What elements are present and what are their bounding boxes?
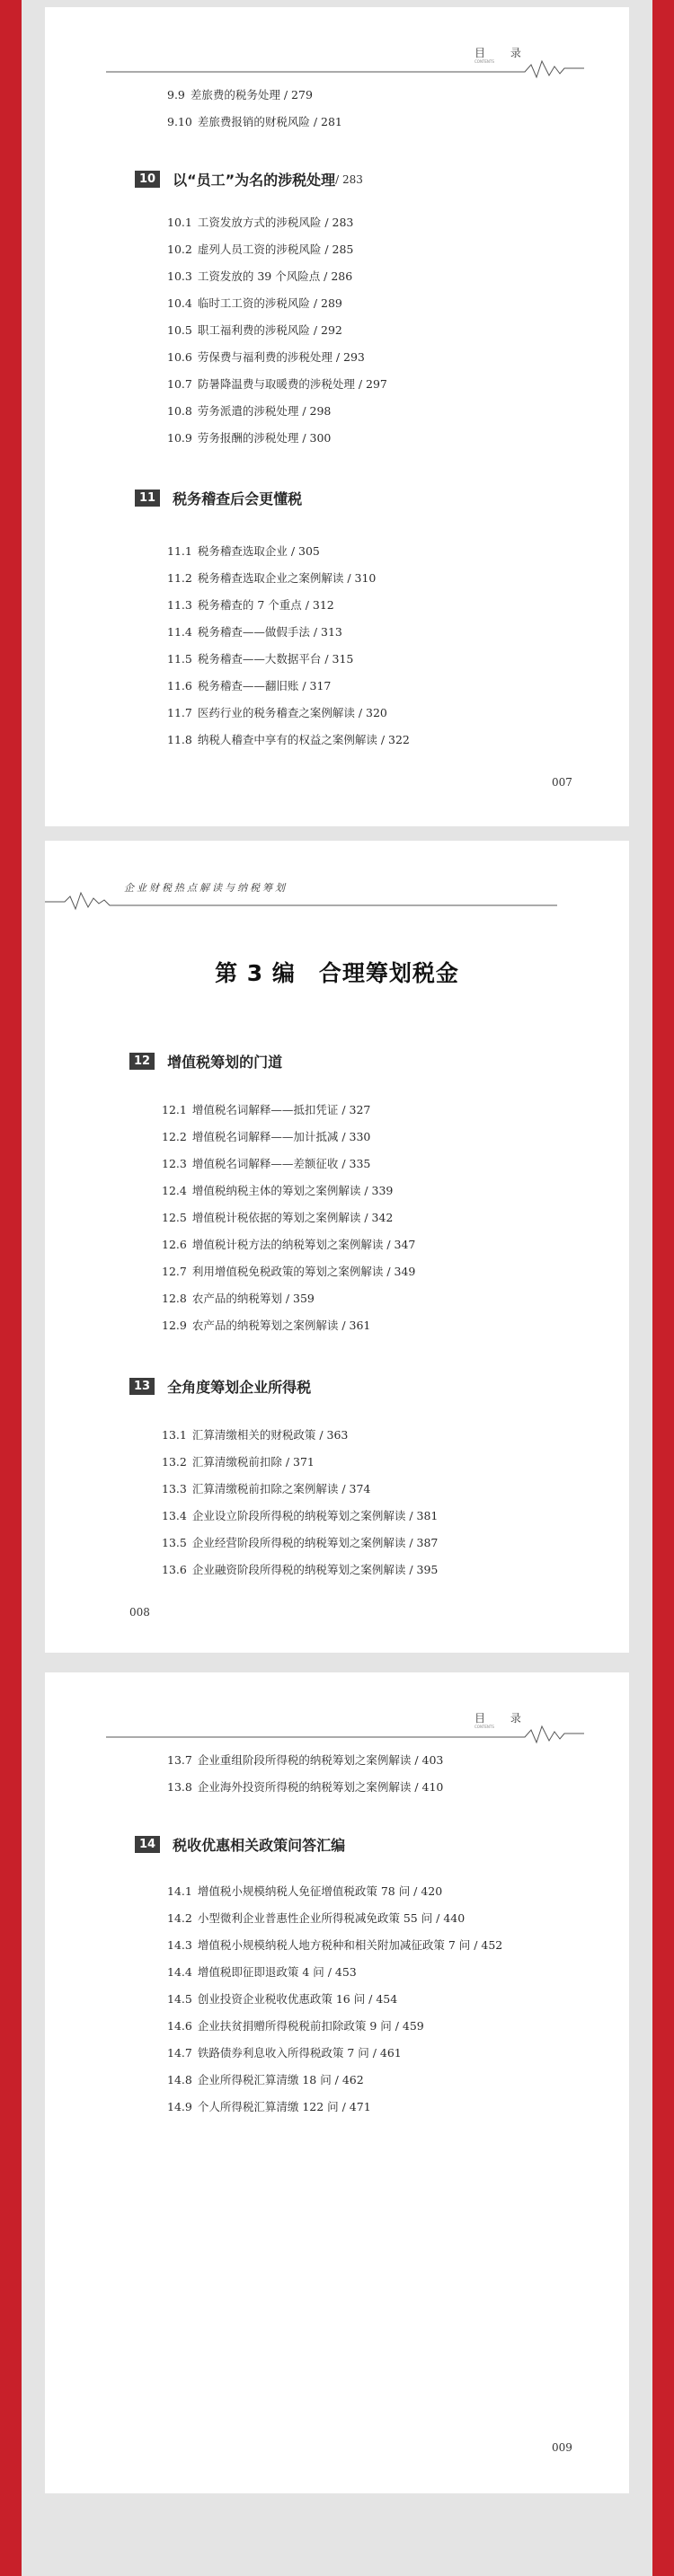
- toc-item[interactable]: 12.8 农产品的纳税筹划 / 359: [162, 1292, 315, 1305]
- toc-item[interactable]: 14.2 小型微利企业普惠性企业所得税减免政策 55 问 / 440: [167, 1911, 466, 1925]
- page-number: 009: [552, 2441, 572, 2454]
- header-label: 目 录: [474, 47, 532, 59]
- toc-item[interactable]: 10.4 临时工工资的涉税风险 / 289: [167, 296, 342, 310]
- toc-item[interactable]: 10.3 工资发放的 39 个风险点 / 286: [167, 269, 353, 283]
- book-page-007: [45, 7, 629, 826]
- toc-item[interactable]: 9.9 差旅费的税务处理 / 279: [167, 88, 313, 101]
- page-number: 007: [552, 776, 572, 789]
- toc-item[interactable]: 11.8 纳税人稽查中享有的权益之案例解读 / 322: [167, 733, 410, 746]
- toc-item[interactable]: 12.3 增值税名词解释——差额征收 / 335: [162, 1157, 371, 1170]
- toc-item[interactable]: 11.6 税务稽查——翻旧账 / 317: [167, 679, 332, 693]
- toc-item[interactable]: 14.6 企业扶贫捐赠所得税税前扣除政策 9 问 / 459: [167, 2019, 424, 2033]
- toc-item[interactable]: 10.7 防暑降温费与取暖费的涉税处理 / 297: [167, 377, 387, 391]
- toc-item[interactable]: 11.4 税务稽查——做假手法 / 313: [167, 625, 342, 639]
- toc-item[interactable]: 11.1 税务稽查选取企业 / 305: [167, 544, 320, 558]
- toc-item[interactable]: 14.4 增值税即征即退政策 4 问 / 453: [167, 1965, 357, 1979]
- part-title: 第 3 编 合理筹划税金: [215, 960, 459, 986]
- book-page-008: [45, 841, 629, 1653]
- toc-item[interactable]: 14.8 企业所得税汇算清缴 18 问 / 462: [167, 2073, 364, 2086]
- toc-item[interactable]: 14.9 个人所得税汇算清缴 122 问 / 471: [167, 2100, 371, 2113]
- toc-item[interactable]: 14.5 创业投资企业税收优惠政策 16 问 / 454: [167, 1992, 398, 2006]
- chapter-heading-13[interactable]: 13 全角度筹划企业所得税: [129, 1376, 311, 1397]
- toc-item[interactable]: 11.7 医药行业的税务稽查之案例解读 / 320: [167, 706, 387, 719]
- toc-item[interactable]: 9.10 差旅费报销的财税风险 / 281: [167, 115, 342, 128]
- chapter-heading-14[interactable]: 14 税收优惠相关政策问答汇编: [135, 1834, 345, 1855]
- toc-item[interactable]: 13.6 企业融资阶段所得税的纳税筹划之案例解读 / 395: [162, 1563, 439, 1576]
- chapter-heading-11[interactable]: 11 税务稽查后会更懂税: [135, 488, 302, 508]
- toc-item[interactable]: 10.9 劳务报酬的涉税处理 / 300: [167, 431, 332, 445]
- toc-item[interactable]: 12.4 增值税纳税主体的筹划之案例解读 / 339: [162, 1184, 394, 1197]
- toc-item[interactable]: 10.1 工资发放方式的涉税风险 / 283: [167, 216, 354, 229]
- header-label: 目 录: [474, 1712, 532, 1725]
- toc-item[interactable]: 11.5 税务稽查——大数据平台 / 315: [167, 652, 354, 666]
- toc-item[interactable]: 10.6 劳保费与福利费的涉税处理 / 293: [167, 350, 365, 364]
- book-page-009: [45, 1672, 629, 2493]
- toc-item[interactable]: 13.2 汇算清缴税前扣除 / 371: [162, 1455, 315, 1469]
- header-book-title: 企业财税热点解读与纳税筹划: [124, 882, 288, 894]
- toc-item[interactable]: 12.7 利用增值税免税政策的筹划之案例解读 / 349: [162, 1265, 416, 1278]
- toc-item[interactable]: 13.5 企业经营阶段所得税的纳税筹划之案例解读 / 387: [162, 1536, 439, 1549]
- toc-item[interactable]: 13.3 汇算清缴税前扣除之案例解读 / 374: [162, 1482, 371, 1495]
- toc-item[interactable]: 10.8 劳务派遣的涉税处理 / 298: [167, 404, 332, 418]
- page-number: 008: [129, 1606, 150, 1619]
- toc-item[interactable]: 14.1 增值税小规模纳税人免征增值税政策 78 问 / 420: [167, 1884, 443, 1898]
- header-line-decoration: [45, 1708, 629, 1744]
- toc-item[interactable]: 10.5 职工福利费的涉税风险 / 292: [167, 323, 342, 337]
- chapter-heading-12[interactable]: 12 增值税筹划的门道: [129, 1051, 282, 1072]
- toc-item[interactable]: 10.2 虚列人员工资的涉税风险 / 285: [167, 243, 354, 256]
- toc-item[interactable]: 13.7 企业重组阶段所得税的纳税筹划之案例解读 / 403: [167, 1753, 444, 1767]
- toc-item[interactable]: 13.1 汇算清缴相关的财税政策 / 363: [162, 1428, 349, 1442]
- header-line-decoration: [45, 43, 629, 79]
- toc-item[interactable]: 12.1 增值税名词解释——抵扣凭证 / 327: [162, 1103, 371, 1116]
- chapter-heading-10[interactable]: 10 以“员工”为名的涉税处理 / 283: [135, 169, 363, 190]
- red-frame-background: [22, 0, 652, 2576]
- toc-item[interactable]: 14.7 铁路债券利息收入所得税政策 7 问 / 461: [167, 2046, 402, 2060]
- header-sub: CONTENTS: [474, 1725, 494, 1729]
- toc-item[interactable]: 11.2 税务稽查选取企业之案例解读 / 310: [167, 571, 377, 585]
- toc-item[interactable]: 13.8 企业海外投资所得税的纳税筹划之案例解读 / 410: [167, 1780, 444, 1794]
- toc-item[interactable]: 12.5 增值税计税依据的筹划之案例解读 / 342: [162, 1211, 394, 1224]
- toc-item[interactable]: 12.6 增值税计税方法的纳税筹划之案例解读 / 347: [162, 1238, 416, 1251]
- toc-item[interactable]: 14.3 增值税小规模纳税人地方税种和相关附加减征政策 7 问 / 452: [167, 1938, 503, 1952]
- header-sub: CONTENTS: [474, 59, 494, 64]
- toc-item[interactable]: 12.9 农产品的纳税筹划之案例解读 / 361: [162, 1319, 371, 1332]
- toc-item[interactable]: 13.4 企业设立阶段所得税的纳税筹划之案例解读 / 381: [162, 1509, 439, 1522]
- toc-item[interactable]: 11.3 税务稽查的 7 个重点 / 312: [167, 598, 334, 612]
- toc-item[interactable]: 12.2 增值税名词解释——加计抵减 / 330: [162, 1130, 371, 1143]
